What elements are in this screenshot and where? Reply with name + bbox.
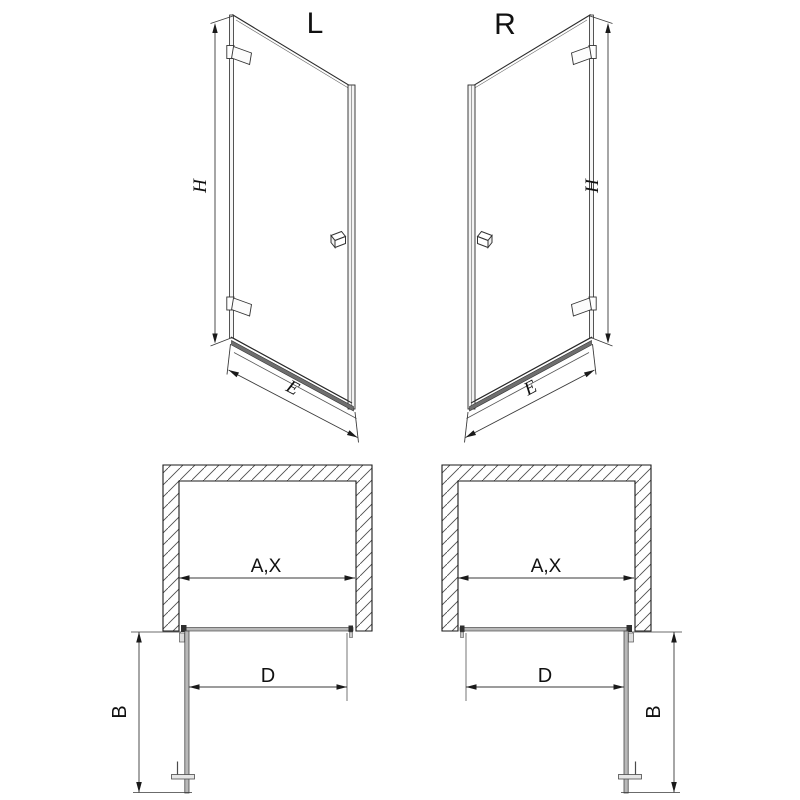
right-height-dim-label: H: [582, 179, 603, 193]
left-door-geometry: [211, 15, 359, 443]
right-plan-view: [442, 465, 682, 793]
right-door-dim-label: D: [537, 665, 553, 687]
right-door-elevation: [464, 8, 612, 443]
left-variant-label: L: [306, 7, 324, 40]
right-variant-label: R: [494, 8, 516, 41]
right-swing-dim-label: B: [643, 705, 665, 719]
left-door-dim-label: D: [260, 665, 276, 687]
left-width-dim-label: E: [282, 376, 303, 401]
right-opening-dim-label: A,X: [530, 556, 562, 577]
left-door-elevation: [190, 7, 359, 443]
left-plan-wall: [163, 465, 372, 631]
right-width-dim-label: E: [520, 376, 541, 401]
right-door-geometry: [464, 15, 612, 443]
right-plan-wall: [442, 465, 651, 631]
left-plan-view: [109, 465, 372, 793]
left-swing-dim-label: B: [109, 705, 131, 719]
left-height-dim-label: H: [190, 179, 211, 193]
left-opening-dim-label: A,X: [250, 556, 282, 577]
